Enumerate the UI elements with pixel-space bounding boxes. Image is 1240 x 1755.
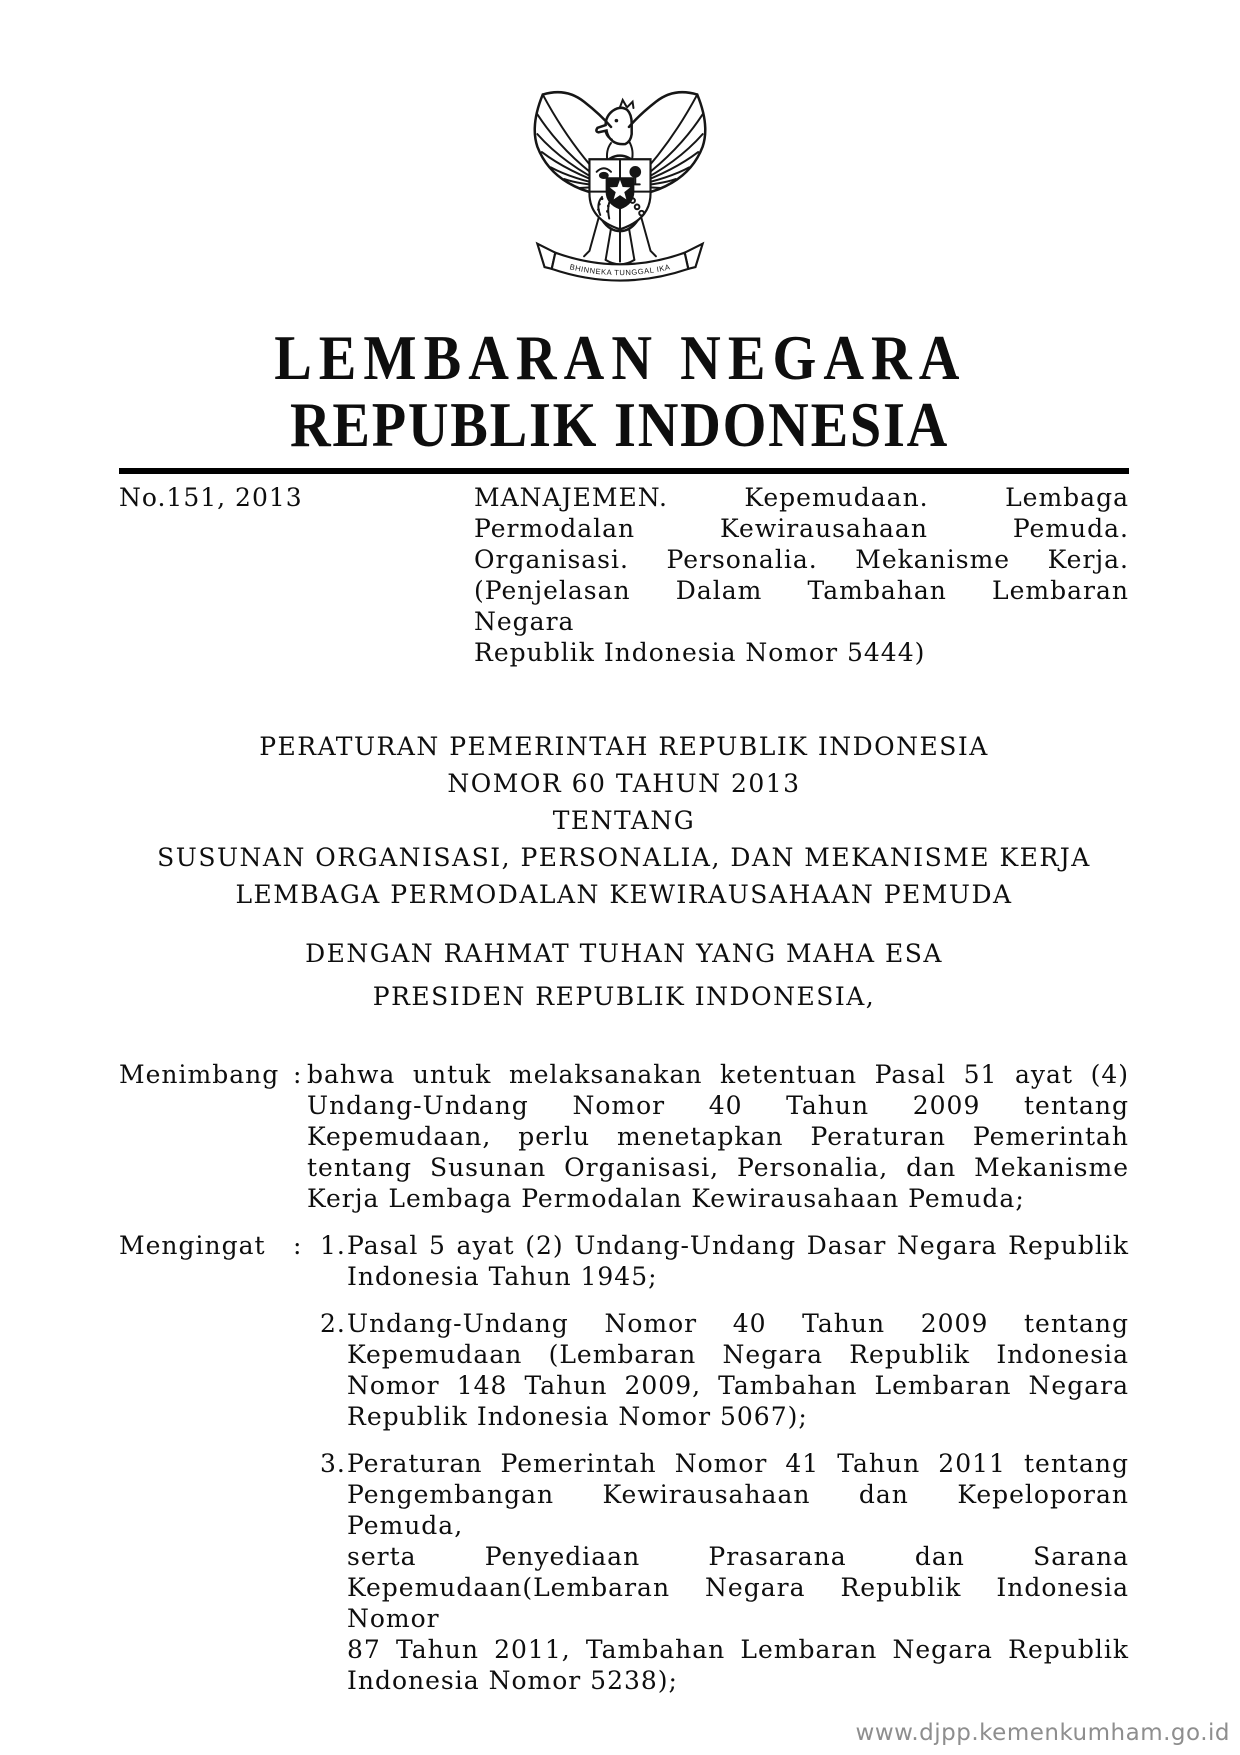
- considerations-paragraph: [307, 1059, 1129, 1214]
- gazette-title-line1: LEMBARAN NEGARA: [273, 322, 967, 393]
- emblem-container: [0, 0, 1240, 294]
- legal-basis-line: Undang-Undang Nomor 40 Tahun 2009 tentang: [347, 1309, 1129, 1338]
- abstract-line: (Penjelasan Dalam Tambahan Lembaran Negara: [474, 576, 1129, 636]
- motto-text: BHINNEKA TUNGGAL IKA: [568, 262, 672, 278]
- legal-basis-line: Pengembangan Kewirausahaan dan Kepeloporan Pemuda,: [347, 1480, 1129, 1540]
- issue-number: No.151, 2013: [119, 483, 303, 512]
- regulation-title-line: LEMBAGA PERMODALAN KEWIRAUSAHAAN PEMUDA: [235, 880, 1013, 909]
- regulation-title-line: TENTANG: [552, 806, 696, 835]
- regulation-title-line: NOMOR 60 TAHUN 2013: [447, 769, 801, 798]
- legal-basis-text: [347, 1230, 1129, 1292]
- legal-basis-line: Pasal 5 ayat (2) Undang-Undang Dasar Negara Republik: [347, 1231, 1129, 1260]
- banyan-tree-icon: [629, 166, 641, 178]
- legal-basis-text: [347, 1308, 1129, 1432]
- gazette-title-line2: REPUBLIK INDONESIA: [290, 389, 950, 460]
- legal-basis-item: [307, 1308, 1129, 1432]
- legal-basis-line: Kepemudaan (Lembaran Negara Republik Indonesia: [347, 1340, 1129, 1369]
- subject-abstract: [474, 482, 1129, 668]
- consideration-line: bahwa untuk melaksanakan ketentuan Pasal 51 ayat (4): [307, 1060, 1129, 1089]
- abstract-line: Republik Indonesia Nomor 5444): [474, 638, 926, 667]
- legal-basis-line: serta Penyediaan Prasarana dan Sarana: [347, 1542, 1129, 1571]
- legal-basis-line: 87 Tahun 2011, Tambahan Lembaran Negara Republik: [347, 1635, 1129, 1664]
- menimbang-label: Menimbang: [119, 1060, 280, 1089]
- legal-basis-item: [307, 1230, 1129, 1292]
- mengingat-label: Mengingat: [119, 1231, 266, 1260]
- garuda-pancasila-emblem: [524, 82, 716, 294]
- gazette-masthead: [0, 324, 1240, 458]
- legal-basis-line: Indonesia Nomor 5238);: [347, 1666, 678, 1695]
- consideration-line: Undang-Undang Nomor 40 Tahun 2009 tentang: [307, 1091, 1129, 1120]
- considerations-section: [0, 1059, 1240, 1214]
- legal-basis-line: Indonesia Tahun 1945;: [347, 1262, 658, 1291]
- legal-basis-list: [307, 1230, 1129, 1712]
- issue-row: [0, 482, 1240, 668]
- masthead-divider-rule: [119, 468, 1129, 474]
- regulation-title-line: SUSUNAN ORGANISASI, PERSONALIA, DAN MEKANISME KERJA: [157, 843, 1091, 872]
- consideration-line: tentang Susunan Organisasi, Personalia, dan Mekanisme: [307, 1153, 1129, 1182]
- abstract-line: MANAJEMEN. Kepemudaan. Lembaga: [474, 483, 1129, 512]
- footer-watermark-url: www.djpp.kemenkumham.go.id: [855, 1720, 1230, 1746]
- colon-separator: :: [293, 1231, 303, 1260]
- consideration-line: Kerja Lembaga Permodalan Kewirausahaan Pemuda;: [307, 1184, 1025, 1213]
- legal-basis-item: [307, 1448, 1129, 1696]
- invocation-line: PRESIDEN REPUBLIK INDONESIA,: [372, 982, 876, 1011]
- legal-basis-text: [347, 1448, 1129, 1696]
- item-number: 2.: [320, 1309, 346, 1338]
- item-number: 3.: [320, 1449, 346, 1478]
- item-number: 1.: [320, 1231, 346, 1260]
- invocation-line: DENGAN RAHMAT TUHAN YANG MAHA ESA: [305, 939, 943, 968]
- colon-separator: :: [293, 1060, 303, 1089]
- regulation-title-line: PERATURAN PEMERINTAH REPUBLIK INDONESIA: [259, 732, 989, 761]
- regulation-title: [119, 728, 1129, 913]
- eagle-head-icon: [596, 100, 633, 161]
- legal-basis-section: [0, 1230, 1240, 1712]
- abstract-line: Permodalan Kewirausahaan Pemuda.: [474, 514, 1129, 543]
- legal-basis-line: Republik Indonesia Nomor 5067);: [347, 1402, 808, 1431]
- legal-basis-line: Nomor 148 Tahun 2009, Tambahan Lembaran Negara: [347, 1371, 1129, 1400]
- consideration-line: Kepemudaan, perlu menetapkan Peraturan Pemerintah: [307, 1122, 1129, 1151]
- legal-basis-line: Peraturan Pemerintah Nomor 41 Tahun 2011 tentang: [347, 1449, 1129, 1478]
- abstract-line: Organisasi. Personalia. Mekanisme Kerja.: [474, 545, 1129, 574]
- legal-basis-line: Kepemudaan(Lembaran Negara Republik Indonesia Nomor: [347, 1573, 1129, 1633]
